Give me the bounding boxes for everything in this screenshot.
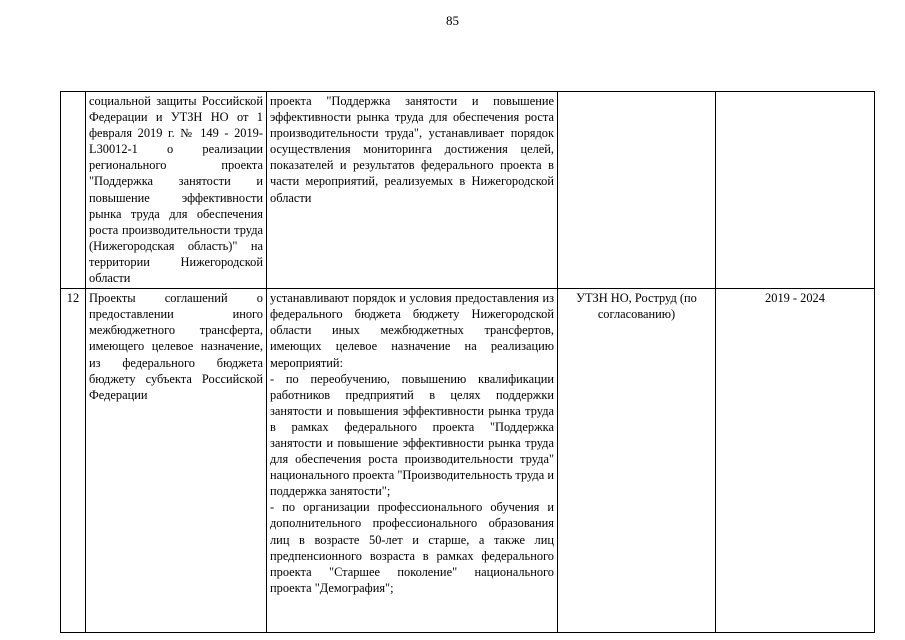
description-paragraph: - по организации профессионального обучения и дополнительного профессионального образования лиц в возрасте 50-лет и старше, а также лиц предпенсионного возраста в рамках федерального проекта "Старшее поколение" национального проекта "Демография"; (270, 500, 554, 595)
measures-table (60, 91, 875, 633)
responsible-cell: УТЗН НО, Роструд (по согласованию) (558, 289, 716, 633)
table-row (61, 289, 875, 633)
description-paragraph: устанавливают порядок и условия предоставления из федерального бюджета бюджету Нижегородской области иных межбюджетных трансфертов, имеющих целевое назначение на реализацию мероприятий: (270, 291, 554, 370)
table-row (61, 92, 875, 289)
period-cell (716, 92, 875, 289)
description-cell: проекта "Поддержка занятости и повышение эффективности рынка труда для обеспечения роста производительности труда", устанавливает порядок осуществления мониторинга достижения целей, показателей и результатов федерального проекта в части мероприятий, реализуемых в Нижегородской области (267, 92, 558, 289)
description-cell (267, 289, 558, 633)
period-cell: 2019 - 2024 (716, 289, 875, 633)
row-number-cell: 12 (61, 289, 86, 633)
description-paragraph: - по переобучению, повышению квалификации работников предприятий в целях поддержки занятости и повышения эффективности рынка труда в рамках федерального проекта "Поддержка занятости и повышение эффективности рынка труда для обеспечения роста производительности труда" национального проекта "Производительность труда и поддержка занятости"; (270, 371, 554, 499)
responsible-cell (558, 92, 716, 289)
document-name-cell: Проекты соглашений о предоставлении иного межбюджетного трансферта, имеющего целевое назначение, из федерального бюджета бюджету субъекта Российской Федерации (86, 289, 267, 633)
document-name-cell: социальной защиты Российской Федерации и УТЗН НО от 1 февраля 2019 г. № 149 - 2019-L30012-1 о реализации регионального проекта "Поддержка занятости и повышение эффективности рынка труда для обеспечения роста производительности труда (Нижегородская область)" на территории Нижегородской области (86, 92, 267, 289)
page-number: 85 (446, 13, 459, 28)
row-number-cell (61, 92, 86, 289)
